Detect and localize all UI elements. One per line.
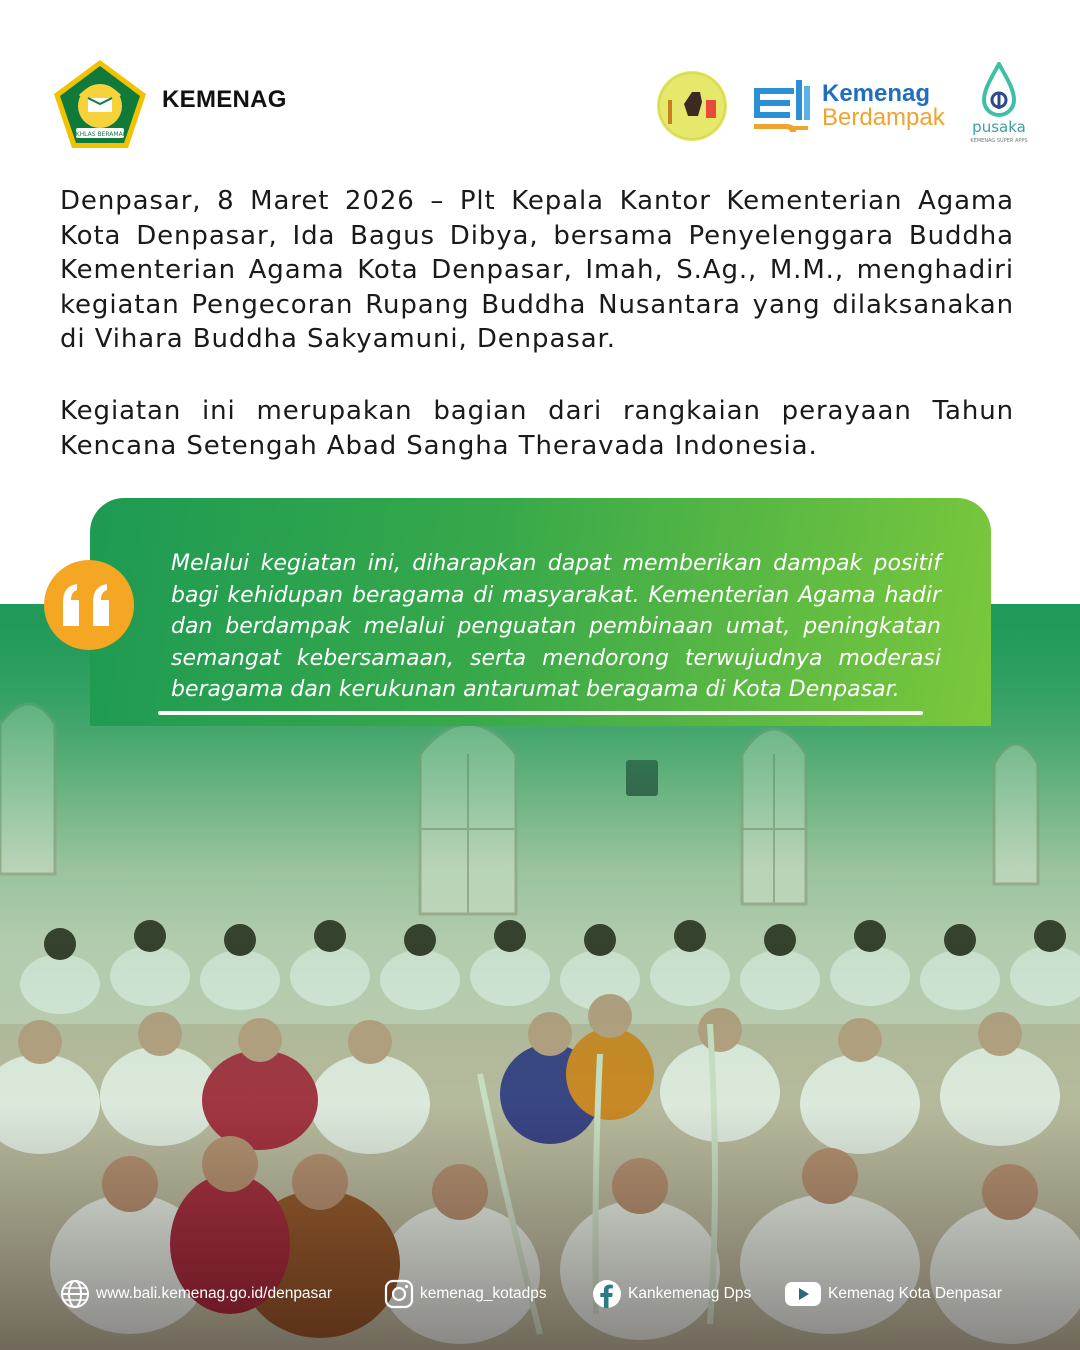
article-paragraph-1: Denpasar, 8 Maret 2026 – Plt Kepala Kantor Kementerian Agama Kota Denpasar, Ida Bagus Dibya, bersama Penyelenggara Buddha Kementerian Agama Kota Denpasar, Imah, S.Ag., M.M., menghadiri kegiatan Pengecoran Rupang Buddha Nusantara yang dilaksanakan di Vihara Buddha Sakyamuni, Denpasar. [60,186,1014,354]
footer-youtube[interactable] [784,1280,1002,1308]
footer-facebook-label: Kankemenag Dps [628,1285,752,1302]
youtube-icon [784,1279,822,1309]
svg-text:KEMENAG SUPER APPS: KEMENAG SUPER APPS [970,138,1028,144]
pusaka-logo-icon [964,62,1034,146]
berdampak-logo-icon [750,76,812,136]
quote-divider [158,711,923,715]
berdampak-line1: Kemenag [822,80,931,107]
quote-text: Melalui kegiatan ini, diharapkan dapat memberikan dampak positif bagi kehidupan beragama di masyarakat. Kementerian Agama hadir dan berdampak melalui penguatan pembinaan umat, peningkatan semangat kebersamaan, serta mendorong terwujudnya moderasi beragama dan kerukunan antarumat beragama di Kota Denpasar. [171,551,941,702]
footer-website[interactable] [60,1280,332,1308]
brand-title: KEMENAG [162,86,287,113]
rukun-logo-icon [656,70,728,142]
quote-badge [44,560,134,650]
instagram-icon [384,1279,414,1309]
footer-instagram-label: kemenag_kotadps [420,1285,547,1302]
globe-icon [60,1279,90,1309]
footer-youtube-label: Kemenag Kota Denpasar [828,1285,1003,1302]
footer-website-label: www.bali.kemenag.go.id/denpasar [96,1285,333,1302]
svg-text:pusaka: pusaka [972,118,1026,136]
footer-instagram[interactable] [384,1280,547,1308]
quote-mark-icon [61,582,117,628]
berdampak-line2: Berdampak [822,104,945,131]
berdampak-wordmark [822,82,945,130]
facebook-icon [592,1279,622,1309]
footer-facebook[interactable] [592,1280,751,1308]
article-paragraph-2: Kegiatan ini merupakan bagian dari rangkaian perayaan Tahun Kencana Setengah Abad Sangha Theravada Indonesia. [60,396,1014,461]
svg-text:IKHLAS BERAMAL: IKHLAS BERAMAL [73,131,127,138]
kemenag-logo-icon [52,58,148,150]
